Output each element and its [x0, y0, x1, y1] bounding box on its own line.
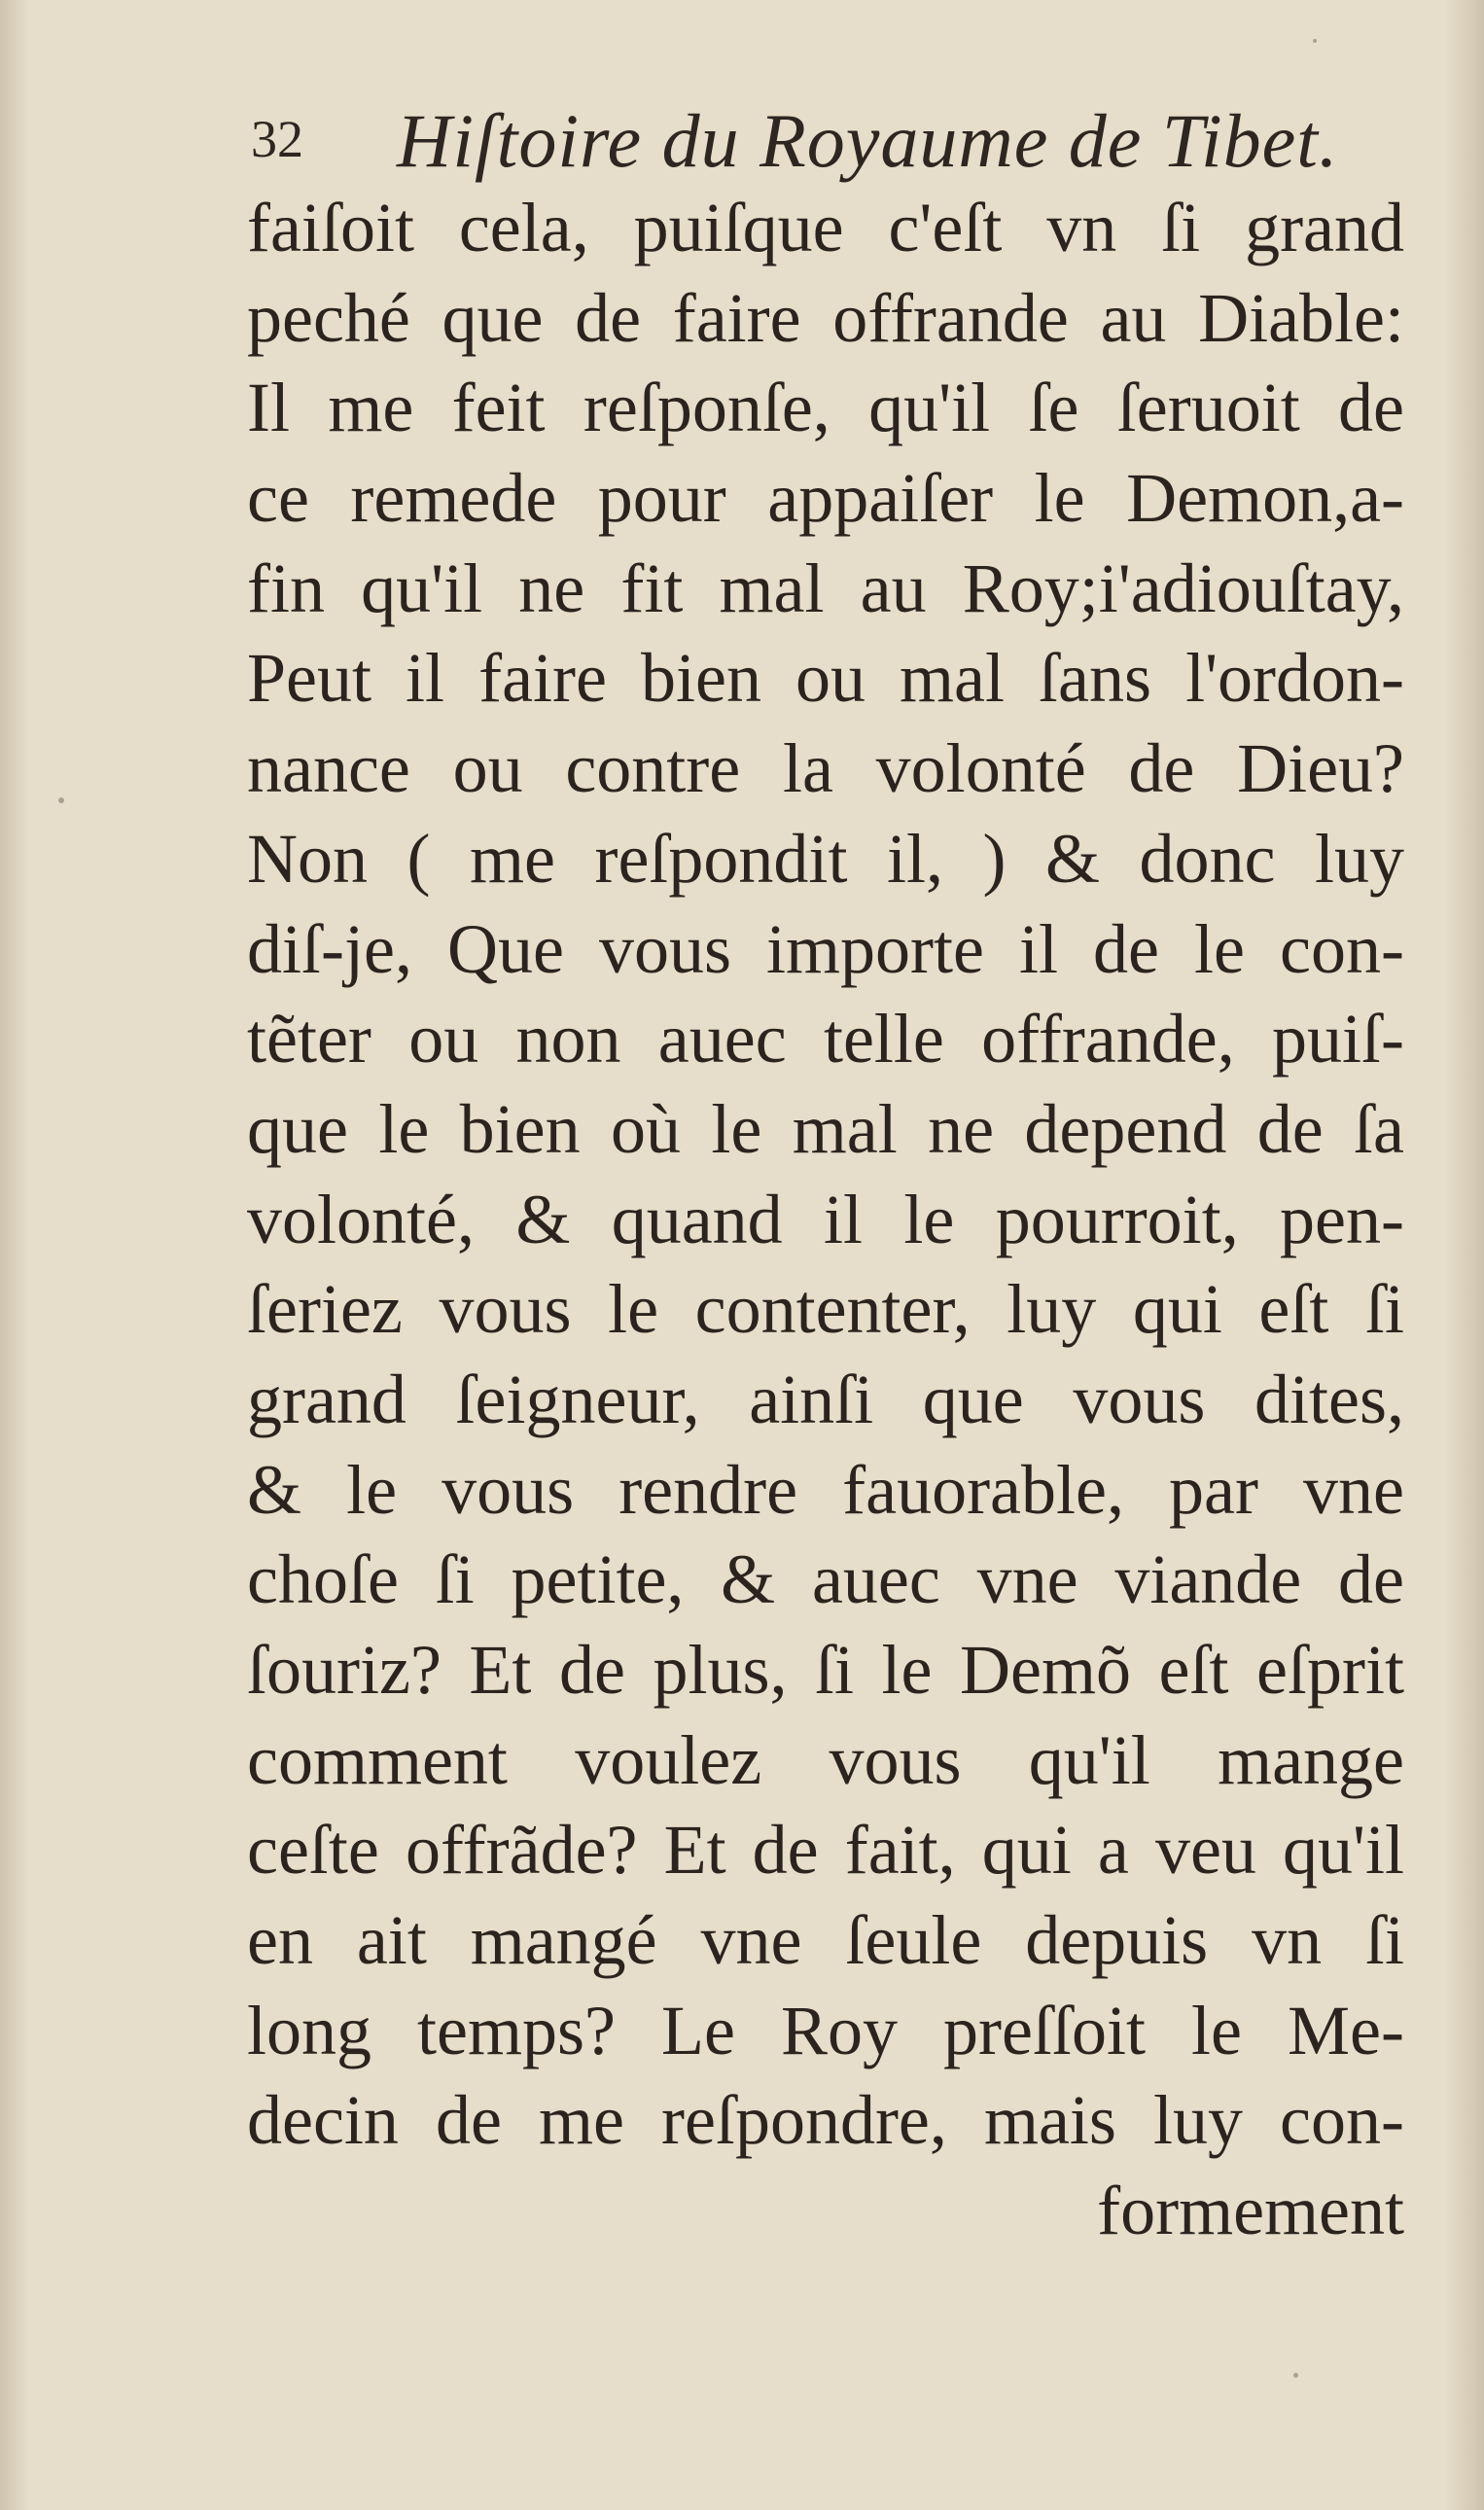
- text-line: ſeriez vous le contenter, luy qui eſt ſi: [247, 1270, 1404, 1349]
- gutter-shadow: [1445, 0, 1484, 2510]
- text-line: ſouriz? Et de plus, ſi le Demõ eſt eſprit: [247, 1631, 1404, 1709]
- text-line: Peut il faire bien ou mal ſans l'ordon-: [247, 639, 1404, 718]
- text-line: diſ-je, Que vous importe il de le con-: [247, 909, 1404, 988]
- text-line: comment voulez vous qu'il mange: [247, 1720, 1404, 1799]
- text-line: fin qu'il ne fit mal au Roy;i'adiouſtay,: [247, 548, 1404, 627]
- text-line: Il me feit reſponſe, qu'il ſe ſeruoit de: [247, 369, 1404, 447]
- text-line: nance ou contre la volonté de Dieu?: [247, 729, 1404, 808]
- paper-speck: [58, 797, 64, 803]
- running-title: Hiſtoire du Royaume de Tibet.: [397, 98, 1339, 183]
- text-line: long temps? Le Roy preſſoit le Me-: [247, 1991, 1404, 2069]
- page-edge-shadow: [0, 0, 29, 2510]
- text-line: choſe ſi petite, & auec vne viande de: [247, 1540, 1404, 1619]
- text-line: en ait mangé vne ſeule depuis vn ſi: [247, 1901, 1404, 1980]
- text-line: grand ſeigneur, ainſi que vous dites,: [247, 1360, 1404, 1438]
- running-head: [251, 97, 1350, 194]
- paper-speck: [1293, 2373, 1298, 2378]
- text-line: volonté, & quand il le pourroit, pen-: [247, 1180, 1404, 1258]
- text-line: peché que de faire offrande au Diable:: [247, 278, 1404, 357]
- page-number: 32: [251, 110, 303, 168]
- text-line: ceſte offrãde? Et de fait, qui a veu qu'il: [247, 1811, 1404, 1890]
- text-line: ce remede pour appaiſer le Demon,a-: [247, 459, 1404, 538]
- text-line: & le vous rendre fauorable, par vne: [247, 1450, 1404, 1529]
- text-line: Non ( me reſpondit il, ) & donc luy: [247, 819, 1404, 898]
- paper-speck: [1313, 39, 1317, 43]
- text-line: tẽter ou non auec telle offrande, puiſ-: [247, 1000, 1404, 1078]
- text-line: faiſoit cela, puiſque c'eſt vn ſi grand: [247, 189, 1404, 266]
- body-text: [247, 183, 1404, 2256]
- catchword: formement: [1097, 2172, 1404, 2250]
- text-line: que le bien où le mal ne depend de ſa: [247, 1089, 1404, 1168]
- text-line: decin de me reſpondre, mais luy con-: [247, 2081, 1404, 2160]
